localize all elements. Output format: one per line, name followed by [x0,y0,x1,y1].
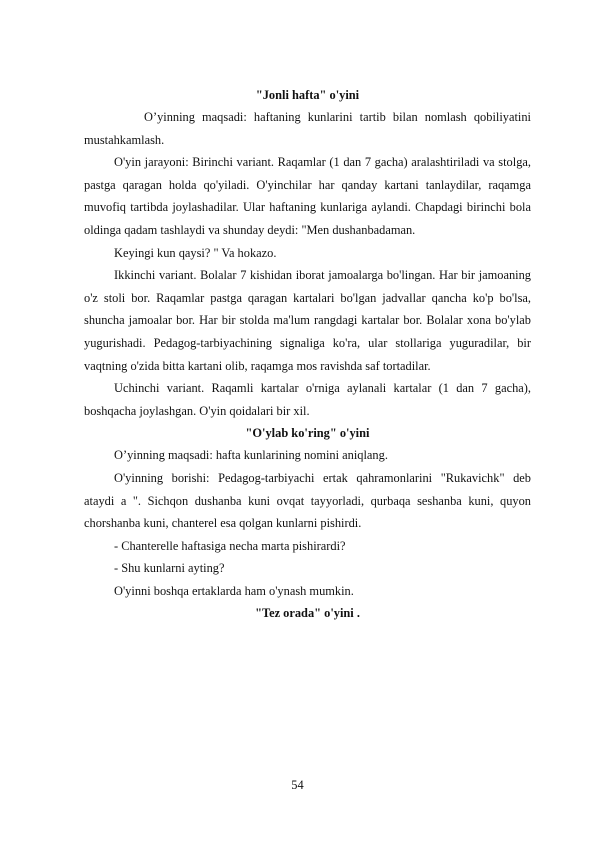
paragraph-goal-1: O’yinning maqsadi: haftaning kunlarini tartib bilan nomlash qobiliyatini mustahkamlash. [84,110,531,147]
paragraph-process-2: O'yinning borishi: Pedagog-tarbiyachi ertak qahramonlarini "Rukavichk" deb ataydi a ". Sichqon dushanba kuni ovqat tayyorladi, qurbaqa seshanba kuni, quyon chorshanba kuni, chanterel esa qolgan kunlarni pishirdi. [84,470,531,531]
list-item-question-2: - Shu kunlarni ayting? [114,561,225,576]
section-heading-jonli-hafta: "Jonli hafta" o'yini [255,88,360,102]
section-heading-oylab-koring: "O'ylab ko'ring" o'yini [245,426,370,441]
page-number: 54 [291,778,304,792]
page-content [84,84,531,624]
paragraph-process-1: O'yin jarayoni: Birinchi variant. Raqamlar (1 dan 7 gacha) aralashtiriladi va stolga, pastga qaragan holda qo'yiladi. O'yinchilar har qanday kartani tanlaydilar, raqamga muvofiq tartibda joylashadilar. Ular haftaning kunlariga aylandi. Chapdagi birinchi bola oldinga qadam tashlaydi va shunday deydi: "Men dushanbadaman. [84,155,531,237]
paragraph-variant-3: Uchinchi variant. Raqamli kartalar o'rniga aylanali kartalar (1 dan 7 gacha), boshqacha joylashgan. O'yin qoidalari bir xil. [84,381,531,418]
list-item-question-1: - Chanterelle haftasiga necha marta pishirardi? [114,538,346,553]
paragraph-goal-2: O’yinning maqsadi: hafta kunlarining nomini aniqlang. [114,448,388,463]
paragraph-variant-2: Ikkinchi variant. Bolalar 7 kishidan iborat jamoalarga bo'lingan. Har bir jamoaning o'z stoli bor. Raqamlar pastga qaragan kartalari bo'lgan jadvallar qancha ko'p bo'lsa, shuncha jamoalar bor. Har bir stolda ma'lum rangdagi kartalar bor. Bolalar xona bo'ylab yugurishadi. Pedagog-tarbiyachining signaliga ko'ra, ular stollariga yuguradilar, bir vaqtning o'zida bitta kartani olib, raqamga mos ravishda saf tortadilar. [84,268,531,373]
paragraph-next-day: Keyingi kun qaysi? " Va hokazo. [114,245,277,260]
paragraph-other-tales: O'yinni boshqa ertaklarda ham o'ynash mumkin. [114,583,354,598]
section-heading-tez-orada: "Tez orada" o'yini . [255,606,360,621]
